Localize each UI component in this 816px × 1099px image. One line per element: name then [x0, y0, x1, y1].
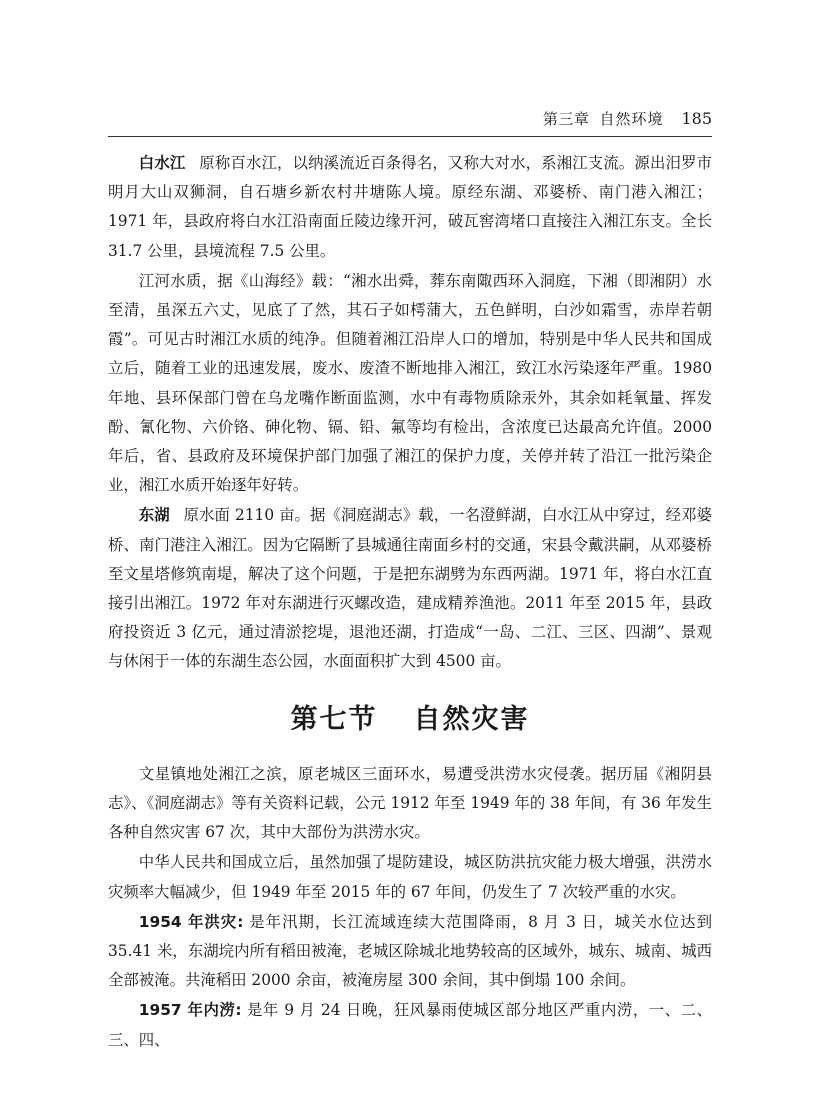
chapter-label: 第三章 — [542, 110, 590, 128]
paragraph-text: 中华人民共和国成立后，虽然加强了堤防建设，城区防洪抗灾能力极大增强，洪涝水灾频率大幅减少，但 1949 年至 2015 年的 67 年间，仍发生了 7 次较严重的水灾。 — [108, 853, 712, 901]
paragraph-intro — [108, 760, 712, 848]
term-donghu: 东湖 — [138, 506, 170, 525]
paragraph-1957-waterlogging — [108, 996, 712, 1054]
paragraph-post-1949 — [108, 848, 712, 906]
paragraph-text: 原称百水江，以纳溪流近百条得名，又称大对水，系湘江支流。源出汨罗市明月大山双狮洞，自石塘乡新农村井塘陈人境。原经东湖、邓婆桥、南门港入湘江；1971 年，县政府将白水江沿南面丘陵边缘开河，破瓦窖湾堵口直接注入湘江东支。全长 31.7 公里，县境流程 7.5 公里。 — [108, 154, 712, 260]
running-header — [108, 108, 712, 137]
paragraph-text: 江河水质，据《山海经》载：“湘水出舜，葬东南陬西环入洞庭，下湘（即湘阴）水至清，虽深五六丈，见底了了然，其石子如樗蒲大，五色鲜明，白沙如霜雪，赤岸若朝霞”。可见古时湘江水质的纯净。但随着湘江沿岸人口的增加，特别是中华人民共和国成立后，随着工业的迅速发展，废水、废渣不断地排入湘江，致江水污染逐年严重。1980 年地、县环保部门曾在乌龙嘴作断面监测，水中有毒物质除汞外，其余如耗氧量、挥发酚、氰化物、六价铬、砷化物、镉、铅、氟等均有检出，含浓度已达最高允许值。2000 年后，省、县政府及环境保护部门加强了湘江的保护力度，关停并转了沿江一批污染企业，湘江水质开始逐年好转。 — [108, 271, 712, 495]
term-1954-flood: 1954 年洪灾: — [138, 912, 244, 931]
section-title-text: 自然灾害 — [413, 703, 530, 735]
paragraph-donghu — [108, 501, 712, 676]
paragraph-text: 是年 9 月 24 日晚，狂风暴雨使城区部分地区严重内涝，一、二、三、四、 — [108, 1001, 712, 1049]
paragraph-text: 文星镇地处湘江之滨，原老城区三面环水，易遭受洪涝水灾侵袭。据历届《湘阴县志》、《洞庭湖志》等有关资料记载，公元 1912 年至 1949 年的 38 年间，有 36 年发生各种自然灾害 67 次，其中大部份为洪涝水灾。 — [108, 764, 712, 842]
paragraph-text: 原水面 2110 亩。据《洞庭湖志》载，一名澄鲜湖，白水江从中穿过，经邓婆桥、南门港注入湘江。因为它隔断了县城通往南面乡村的交通，宋县令戴洪嗣，从邓婆桥至文星塔修筑南堤，解决了这个问题，于是把东湖劈为东西两湖。1971 年，将白水江直接引出湘江。1972 年对东湖进行灭螺改造，建成精养渔池。2011 年至 2015 年，县政府投资近 3 亿元，通过清淤挖堤，退池还湖，打造成“一岛、二江、三区、四湖”、景观与休闲于一体的东湖生态公园，水面面积扩大到 4500 亩。 — [108, 506, 712, 671]
term-baishuijiang: 白水江 — [138, 154, 186, 172]
section-heading — [108, 705, 712, 734]
paragraph-baishuijiang — [108, 149, 712, 266]
paragraph-text: 是年汛期，长江流域连续大范围降雨，8 月 3 日，城关水位达到 35.41 米，东湖垸内所有稻田被淹，老城区除城北地势较高的区域外，城东、城南、城西全部被淹。共淹稻田 2000 余亩，被淹房屋 300 余间，其中倒塌 100 余间。 — [108, 912, 712, 990]
section-number: 第七节 — [290, 703, 378, 735]
paragraph-1954-flood — [108, 908, 712, 996]
term-1957-waterlogging: 1957 年内涝: — [138, 1001, 242, 1020]
main-text — [108, 149, 712, 1055]
book-page — [108, 108, 712, 1056]
page-number: 185 — [681, 109, 712, 128]
chapter-title: 自然环境 — [599, 110, 664, 128]
paragraph-water-quality — [108, 267, 712, 501]
